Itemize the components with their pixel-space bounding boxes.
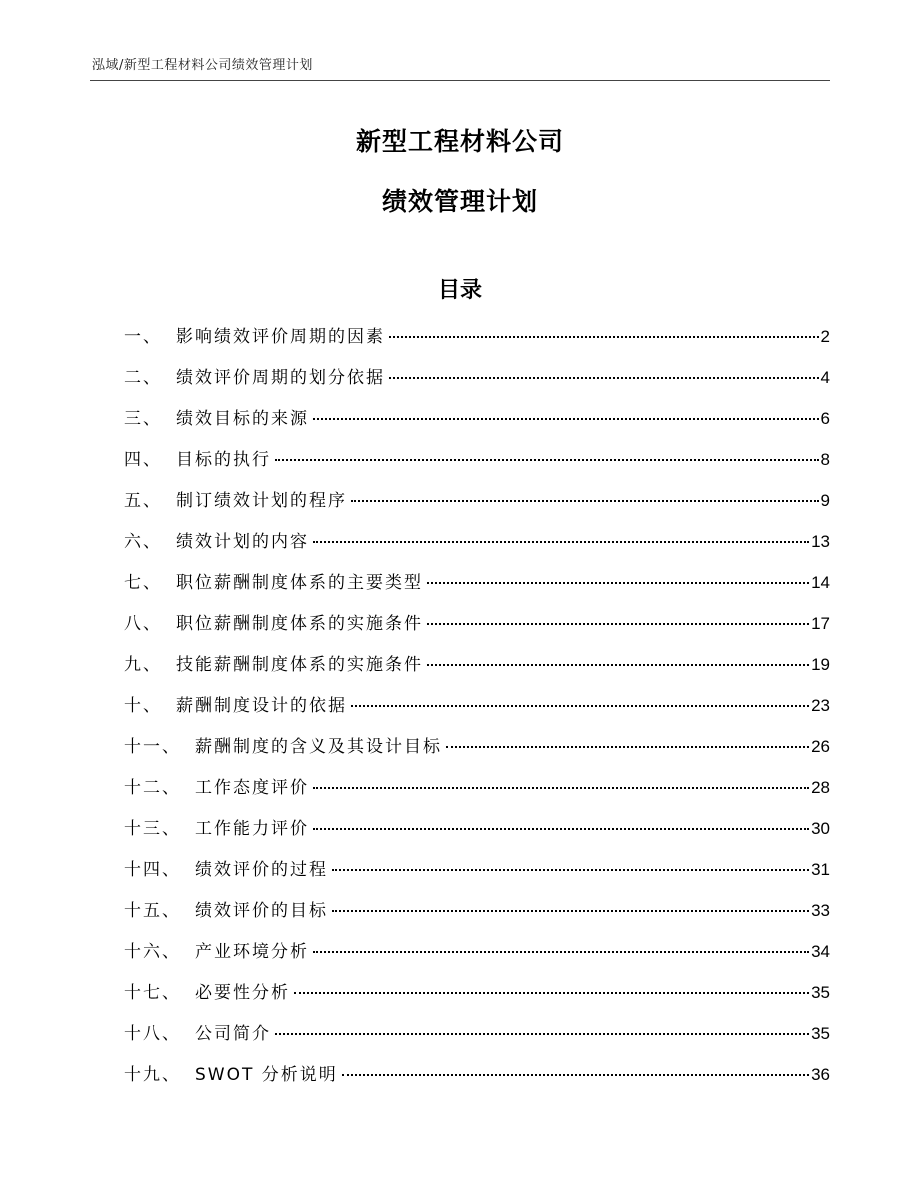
toc-dot-leader [275,1033,809,1035]
toc-entry[interactable] [124,1019,830,1060]
toc-entry-page: 35 [811,983,830,1002]
toc-entry-number: 二、 [124,368,162,388]
toc-entry-number: 十二、 [124,778,181,798]
header-divider [90,80,830,81]
toc-entry[interactable] [124,650,830,691]
toc-entry-page: 36 [811,1065,830,1084]
toc-entry-page: 4 [820,368,830,387]
toc-entry-page: 2 [820,327,830,346]
toc-entry-title: 公司简介 [195,1024,271,1044]
toc-entry[interactable] [124,978,830,1019]
toc-entry[interactable] [124,1060,830,1101]
toc-entry[interactable] [124,322,830,363]
document-title: 新型工程材料公司 [355,127,564,156]
toc-entry-title: 工作态度评价 [195,778,309,798]
toc-entry-title: 薪酬制度的含义及其设计目标 [195,737,442,757]
toc-entry-title: 绩效评价的过程 [195,860,328,880]
document-subtitle: 绩效管理计划 [381,187,538,216]
toc-dot-leader [427,582,809,584]
toc-entry-number: 四、 [124,450,162,470]
toc-entry-title: 薪酬制度设计的依据 [176,696,347,716]
toc-entry-page: 6 [820,409,830,428]
toc-entry-page: 30 [811,819,830,838]
toc-dot-leader [313,951,809,953]
toc-entry[interactable] [124,486,830,527]
toc-entry-number: 十九、 [124,1065,181,1085]
toc-entry[interactable] [124,896,830,937]
toc-dot-leader [313,418,819,420]
toc-entry-title: 必要性分析 [195,983,290,1003]
toc-entry-number: 五、 [124,491,162,511]
toc-entry-title: 职位薪酬制度体系的主要类型 [176,573,423,593]
toc-dot-leader [351,500,819,502]
toc-entry-page: 8 [820,450,830,469]
toc-entry[interactable] [124,609,830,650]
toc-dot-leader [342,1074,809,1076]
toc-entry-title: SWOT 分析说明 [195,1065,338,1085]
toc-entry-page: 26 [811,737,830,756]
toc-entry-title: 绩效计划的内容 [176,532,309,552]
toc-entry-number: 十四、 [124,860,181,880]
toc-entry[interactable] [124,568,830,609]
table-of-contents [124,322,830,1101]
toc-entry-number: 三、 [124,409,162,429]
toc-entry-number: 十六、 [124,942,181,962]
toc-entry[interactable] [124,691,830,732]
toc-entry[interactable] [124,937,830,978]
toc-entry-number: 七、 [124,573,162,593]
toc-entry[interactable] [124,363,830,404]
toc-entry-page: 13 [811,532,830,551]
toc-entry-title: 绩效评价的目标 [195,901,328,921]
toc-entry-title: 绩效评价周期的划分依据 [176,368,385,388]
toc-entry[interactable] [124,732,830,773]
toc-entry-page: 19 [811,655,830,674]
toc-dot-leader [446,746,809,748]
toc-entry[interactable] [124,527,830,568]
toc-dot-leader [294,992,809,994]
toc-entry-number: 八、 [124,614,162,634]
toc-dot-leader [389,336,819,338]
toc-dot-leader [332,910,809,912]
toc-entry-page: 34 [811,942,830,961]
toc-entry-title: 影响绩效评价周期的因素 [176,327,385,347]
toc-entry[interactable] [124,404,830,445]
toc-entry-page: 33 [811,901,830,920]
toc-dot-leader [313,828,809,830]
toc-entry-number: 十八、 [124,1024,181,1044]
toc-entry-number: 十三、 [124,819,181,839]
toc-dot-leader [332,869,809,871]
toc-entry-title: 技能薪酬制度体系的实施条件 [176,655,423,675]
toc-entry-number: 一、 [124,327,162,347]
toc-entry-page: 31 [811,860,830,879]
toc-entry-number: 十七、 [124,983,181,1003]
toc-dot-leader [275,459,819,461]
toc-entry-title: 产业环境分析 [195,942,309,962]
toc-entry-title: 工作能力评价 [195,819,309,839]
toc-entry-page: 28 [811,778,830,797]
toc-entry[interactable] [124,445,830,486]
toc-dot-leader [389,377,819,379]
toc-heading: 目录 [437,278,482,303]
toc-dot-leader [427,664,809,666]
running-header: 泓域/新型工程材料公司绩效管理计划 [92,58,313,73]
toc-entry-page: 17 [811,614,830,633]
toc-entry[interactable] [124,814,830,855]
toc-entry-title: 职位薪酬制度体系的实施条件 [176,614,423,634]
toc-entry-page: 14 [811,573,830,592]
toc-entry-number: 十、 [124,696,162,716]
toc-entry-number: 六、 [124,532,162,552]
toc-entry-number: 十五、 [124,901,181,921]
toc-dot-leader [313,541,809,543]
toc-entry-page: 9 [820,491,830,510]
toc-entry-title: 制订绩效计划的程序 [176,491,347,511]
toc-entry[interactable] [124,773,830,814]
toc-dot-leader [427,623,809,625]
toc-entry-number: 十一、 [124,737,181,757]
toc-entry-title: 目标的执行 [176,450,271,470]
toc-entry-page: 23 [811,696,830,715]
toc-entry-number: 九、 [124,655,162,675]
toc-dot-leader [313,787,809,789]
toc-entry[interactable] [124,855,830,896]
toc-dot-leader [351,705,809,707]
toc-entry-title: 绩效目标的来源 [176,409,309,429]
toc-entry-page: 35 [811,1024,830,1043]
